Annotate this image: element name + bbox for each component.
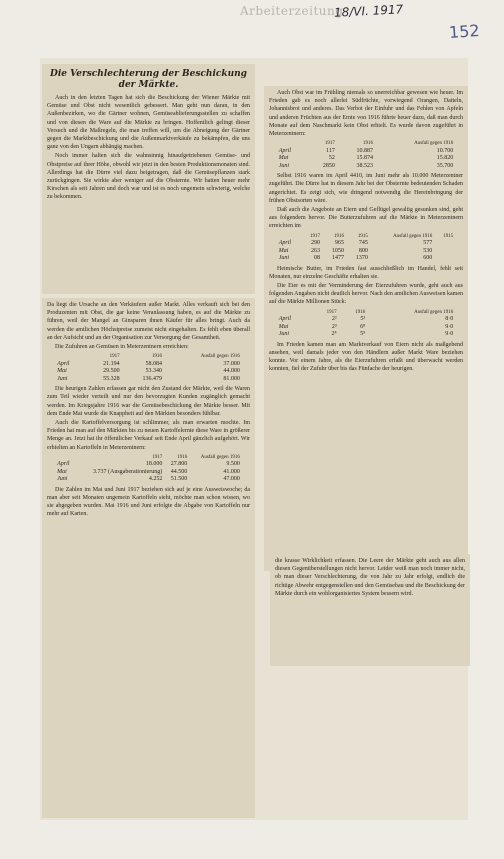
table-header: 1917: [109, 354, 120, 360]
table-row: Mai 263 1050 800 530: [278, 247, 433, 254]
table-header: 1916: [151, 354, 162, 360]
table-row: Mai 29.500 53.340 44.000: [57, 368, 240, 375]
table-header: 1917: [324, 141, 335, 147]
table-row: Juni 55.328 136.479 81.000: [57, 375, 240, 382]
table-eier: [277, 309, 455, 339]
newspaper-name: Arbeiterzeitung: [240, 4, 344, 18]
article-headline: Die Verschlechterung der Beschickung der Märkte.: [50, 69, 247, 90]
table-header: Ausfall gegen 1916: [200, 454, 240, 460]
paragraph: Die Zahlen im Mai und Juni 1917 beziehen sich auf je eine Ausweiswoche; da man aber seit Monaten ungemein Kartoffeln sieht, möchte man schon wissen, wo sie abgegeben wurden. Mai 1916 und Juni erfolgte die Abgabe von Kartoffeln nur mehr auf Karten.: [47, 486, 250, 518]
table-row: Mai 2³ 6⁸ 9·0: [278, 323, 454, 330]
paragraph: Die heurigen Zahlen erfassen gar nicht den Zustand der Märkte, weil die Waren zum Teil wieder verteilt und nur den bevorzugten Kunden zugänglich gemacht werden. Im Kriegsjahre 1916 war die Gemüsebeschickung der Märkte besser. Mit dem Ende Mai wurde die Knappheit auf den Märkten besonders fühlbar.: [47, 386, 250, 417]
paragraph: Die Zufuhren an Gemüsen in Meterzentnern erreichten:: [55, 344, 189, 351]
table-row: April 2² 5³ 8·0: [278, 316, 454, 323]
table-kartoffeln: [55, 454, 242, 484]
table-butter: [277, 233, 455, 263]
table-header: 1917: [326, 309, 337, 315]
paragraph: die krasse Wirklichkeit erfassen. Die Leere der Märkte geht auch aus allen diesen Gegenüberstellungen nicht hervor. Leider weiß man noch immer nicht, ob man dieser Verschlechterung, die von Jahr zu Jahr erfolgt, endlich die richtige Abwehr entgegenstellen und den Gemüsebau und die Beschickung der Märkte durch ein wohlorganisiertes System bessern wird.: [275, 558, 465, 597]
paragraph: Auch in den letzten Tagen hat sich die Beschickung der Wiener Märkte mit Gemüse und Obst nicht wesentlich gebessert. Man geht nun daran, in den Außenbezirken, wo die Gärtner wohnen, Gemüseablieferungsstellen zu schaffen und von diesen die Ware auf die Märkte zu bringen. Hoffentlich gelingt dieser Versuch und die Maßregeln, die man treffen will, um die Abneigung der Gärtner gegen die Marktbeschickung und die Außenmarktverkäufe zu bekämpfen, die uns ganz von den Ungarn abhängig machen.: [47, 95, 250, 151]
clipping-header: [240, 2, 490, 43]
table-row: April 290 965 745 577: [278, 240, 433, 247]
table-header: 1916: [333, 233, 344, 239]
paragraph: Auch die Kartoffelversorgung ist schlimmer, als man erwarten mochte. Im Frieden hat man auf den Märkten bis zu neuen Kartoffelernte diese Ware in größerer Menge an. Jetzt hat ihr öffentlicher Verkauf seit Ende April gänzlich aufgehört. Wir erhielten an Kartoffeln in Meterzentnern:: [47, 420, 250, 451]
article-column-a: [42, 64, 255, 294]
table-row: April 117 10.887 10.700: [278, 147, 454, 154]
table-row: April 18.000 27.800 9.500: [57, 461, 240, 468]
clipping-sheet: [40, 58, 468, 820]
paragraph: Selbst 1916 waren im April 4410, im Juni mehr als 10.000 Meterzentner zugeführt. Die Dürre hat in diesem Jahr bei der Obsternte bedeutenden Schaden angerichtet. Es zeigt sich, wie dringend notwendig die Hereinbringung der frühen Obstsorten wäre.: [269, 173, 463, 204]
folio-number: 152: [448, 20, 481, 43]
paragraph: Im Frieden kamen man am Marktverkauf von Eiern nicht als maßgebend ansehen, weil damals jeder von den Händlern außer Markt Ware beziehen konnte. Vor einem Jahre, als die Eierzufuhren erfaßt und überwacht werden konnten, fiel der Zufuhr über bis das Fünfache der heurigen.: [269, 341, 463, 373]
table-row: Juni 2⁴ 5⁹ 9·0: [278, 331, 454, 338]
paragraph: Die Eier es mit der Verminderung der Eierzufuhren wurde, geht auch aus folgenden Angaben nicht deutlich hervor. Nach den amtlichen Ausweisen kamen auf die Märkte Millionen Stück:: [269, 283, 463, 306]
table-header: 1916: [362, 141, 373, 147]
table-header: 1916: [355, 309, 366, 315]
table-gemuese: [55, 353, 242, 383]
article-column-d: [270, 554, 470, 666]
table-row: April 21.194 58.084 37.000: [57, 360, 240, 367]
table-header: 1917: [310, 233, 321, 239]
article-column-b: [42, 298, 255, 818]
table-header: Ausfall gegen 1916: [200, 354, 240, 360]
paragraph: Auch Obst war im Frühling niemals so unerreichbar gewesen wie heuer. Im Frieden gab es noch allerlei Südfrüchte, vorwiegend Orangen, Datteln, Johannisbrot und anderes. Das Verbot der Einfuhr und das Fehlen von Apfeln und anderen Früchten aus der Ernte von 1916 führte heuer dazu, daß man durch Monate auf dem Naschmarkt kein Obst erhielt. Es wurde davon zugeführt in Meterzentnern:: [269, 90, 463, 138]
table-row: Juni 08 1477 1370 600: [278, 255, 433, 262]
table-row: Mai 52 15.874 15.820: [278, 155, 454, 162]
paragraph: Heimische Butter, im Frieden fast ausschließlich im Handel, fehlt seit Monaten, nur einzelne Geschäfte erhalten sie.: [269, 265, 463, 280]
table-obst: [277, 140, 455, 170]
table-header: Ausfall gegen 1916: [393, 233, 433, 239]
paragraph: Daß auch die Angebote an Eiern und Geflügel gewaltig gesunken sind, geht aus folgendem hervor. Die Butterzufuhren auf die Märkte in Meterzentnern erreichten im: [269, 207, 463, 230]
table-row: Juni 2850 38.523 35.700: [278, 162, 454, 169]
table-header: Ausfall gegen 1916: [414, 141, 454, 147]
paragraph: Da liegt die Ursache an den Verkäufern außer Markt. Alles verkauft sich bei den Produzenten mit Obst, die gar keine Veranlassung haben, es auf die Märkte zu führen, weil der Mangel an Ginsparen ihnen Käufer für alles bringt. Auch da werden die amtlichen Höchstpreise zumeist nicht eingehalten. Es fehlt eben überall an der Aufsicht und an der Organisation zur Versorgung der Gesamtheit.: [47, 302, 250, 341]
table-header: 1915: [443, 233, 454, 239]
table-header: 1916: [177, 454, 188, 460]
table-header: Ausfall gegen 1916: [414, 309, 454, 315]
table-header: 1917: [152, 454, 163, 460]
table-header: 1915: [357, 233, 368, 239]
table-row: Mai 3.737 (Ausgaberationierung) 44.500 41.000: [57, 468, 240, 475]
table-row: Juni 4.252 51.500 47.000: [57, 476, 240, 483]
handwritten-date: 18/VI. 1917: [333, 2, 404, 20]
paragraph: Noch immer halten sich die wahnsinnig hinaufgetriebenen Gemüse- und Obstpreise auf ihrer Höhe, obwohl wir jetzt in den besten Produktionsmonaten sind. Allerdings hat die Dürre viel dazu beigetragen, daß die Gemüsepflanzen stark zurückgingen. Sie wirkte aber weniger auf die Obsternte. Wir hatten heuer mehr Kirschen als seit Jahren und doch war und ist es noch ungemein schwierig, welche zu bekommen.: [47, 153, 250, 201]
article-column-c: [264, 86, 468, 571]
